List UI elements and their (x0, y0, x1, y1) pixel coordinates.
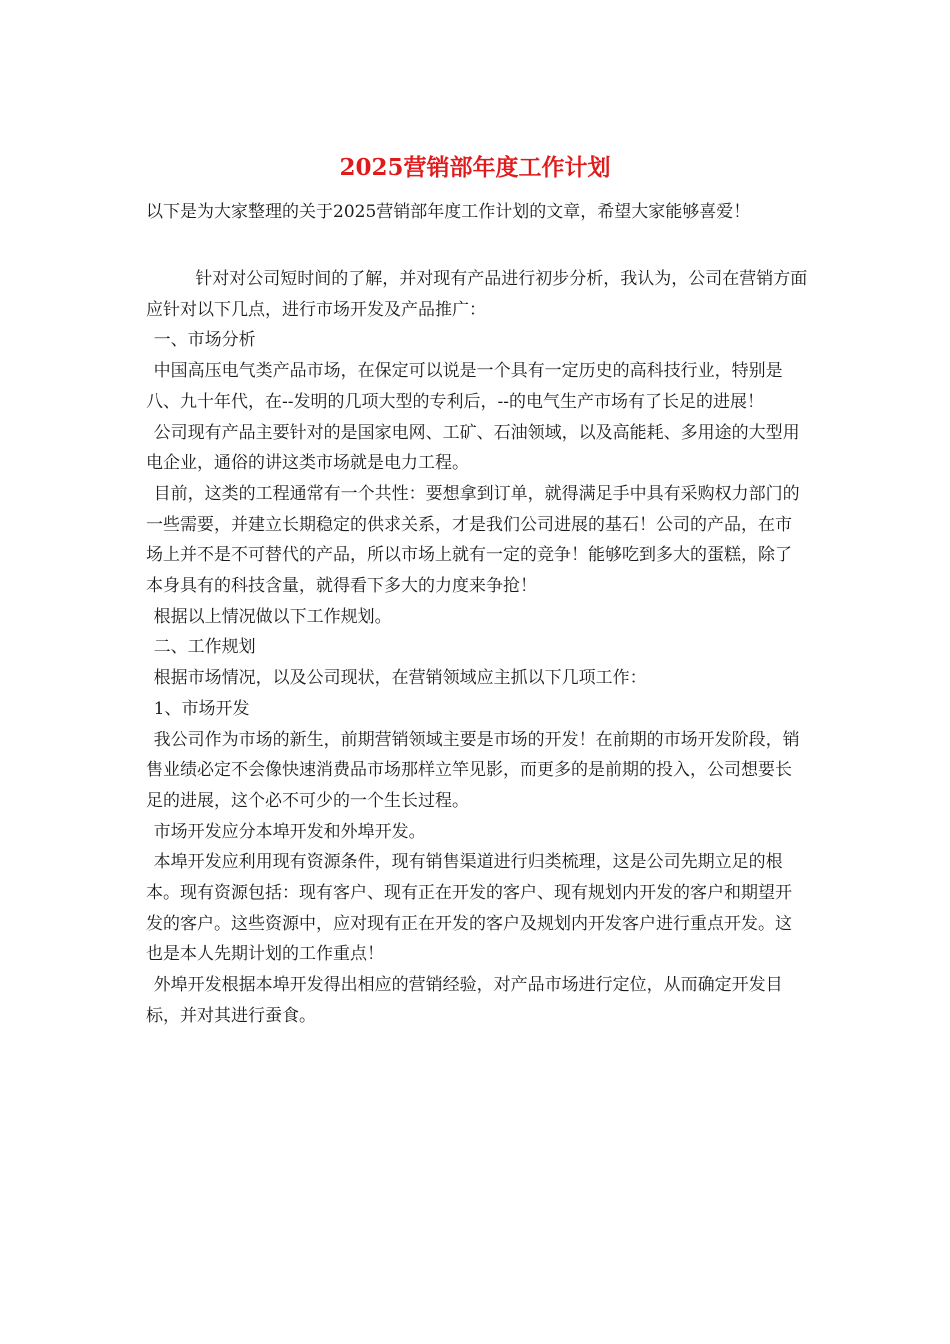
paragraph-local-development: 本埠开发应利用现有资源条件，现有销售渠道进行归类梳理，这是公司先期立足的根本。现有资源包括：现有客户、现有正在开发的客户、现有规划内开发的客户和期望开发的客户。这些资源中，应对现有正在开发的客户及规划内开发客户进行重点开发。这也是本人先期计划的工作重点！ (146, 852, 792, 965)
document-title: 2025营销部年度工作计划 (339, 154, 611, 181)
paragraph-new-market: 我公司作为市场的新生，前期营销领域主要是市场的开发！在前期的市场开发阶段，销售业绩必定不会像快速消费品市场那样立竿见影，而更多的是前期的投入，公司想要长足的进展，这个必不可少的一个生长过程。 (146, 729, 800, 811)
paragraph-plan-basis: 根据以上情况做以下工作规划。 (153, 606, 392, 627)
section-heading-work-plan: 二、工作规划 (153, 637, 256, 658)
paragraph-competition: 目前，这类的工程通常有一个共性：要想拿到订单，就得满足手中具有采购权力部门的一些需要，并建立长期稳定的供求关系，才是我们公司进展的基石！公司的产品，在市场上并不是不可替代的产品，所以市场上就有一定的竞争！能够吃到多大的蛋糕，除了本身具有的科技含量，就得看下多大的力度来争抢！ (146, 483, 800, 597)
paragraph-key-work: 根据市场情况，以及公司现状，在营销领域应主抓以下几项工作： (153, 668, 647, 689)
paragraph-products: 公司现有产品主要针对的是国家电网、工矿、石油领域，以及高能耗、多用途的大型用电企业，通俗的讲这类市场就是电力工程。 (146, 422, 800, 474)
section-heading-market-analysis: 一、市场分析 (153, 330, 256, 351)
paragraph-local-external: 市场开发应分本埠开发和外埠开发。 (153, 821, 426, 842)
subsection-heading-market-development: 1、市场开发 (153, 698, 250, 719)
paragraph-market-history: 中国高压电气类产品市场，在保定可以说是一个具有一定历史的高科技行业，特别是八、九十年代，在--发明的几项大型的专利后，--的电气生产市场有了长足的进展！ (146, 361, 783, 412)
paragraph-opening: 针对对公司短时间的了解，并对现有产品进行初步分析，我认为，公司在营销方面应针对以下几点，进行市场开发及产品推广： (146, 269, 808, 320)
paragraph-external-development: 外埠开发根据本埠开发得出相应的营销经验，对产品市场进行定位，从而确定开发目标，并对其进行蚕食。 (146, 975, 783, 1026)
intro-line: 以下是为大家整理的关于2025营销部年度工作计划的文章，希望大家能够喜爱！ (146, 202, 751, 222)
document-body (146, 264, 808, 1032)
